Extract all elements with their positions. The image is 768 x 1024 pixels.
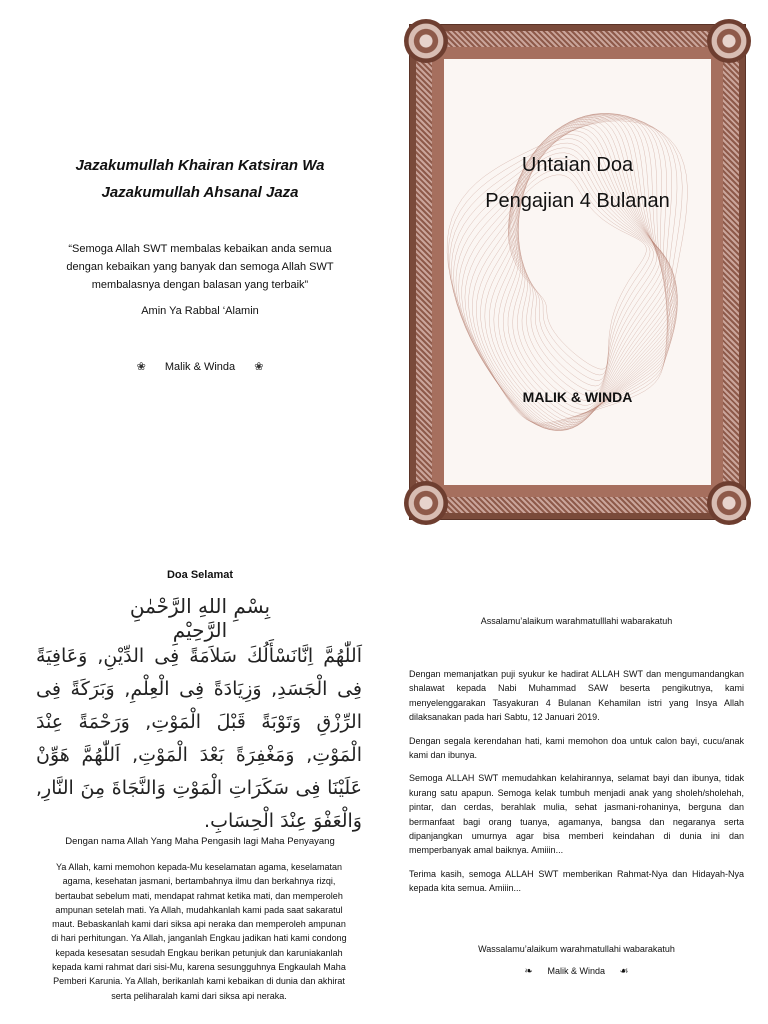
translation-line: di hari perhitungan. Ya Allah, janganlah Engkau jadikan hati kami condong	[51, 933, 347, 944]
thanks-quote-line1: “Semoga Allah SWT membalas kebaikan anda semua	[68, 243, 332, 255]
translation-line: maut. Bebaskanlah kami dari siksa api neraka dan memperoleh ampunan	[52, 919, 346, 930]
corner-ornament-icon	[404, 19, 448, 63]
translation-line: ampunan setelah mati. Ya Allah, mudahkanlah kami pada saat sakaratul	[55, 904, 343, 915]
letter-signature: Malik & Winda	[547, 966, 605, 976]
cover-title-line1: Untaian Doa	[521, 154, 634, 176]
doa-subtitle: Dengan nama Allah Yang Maha Pengasih lagi Maha Penyayang	[65, 836, 335, 847]
cover	[409, 24, 746, 520]
thanks-title-line1: Jazakumullah Khairan Katsiran Wa	[75, 157, 325, 174]
translation-line: Ya Allah, kami memohon kepada-Mu keselamatan agama, keselamatan	[56, 862, 342, 872]
thanks-signature: Malik & Winda	[164, 361, 236, 373]
translation-line: serta peliharalah kami dari siksa api neraka.	[111, 990, 287, 1001]
corner-ornament-icon	[404, 481, 448, 525]
bismillah-calligraphy: بِسْمِ اللهِ الرَّحْمٰنِ الرَّحِيْمِ	[129, 594, 271, 642]
floral-ornament-icon: ❧	[524, 966, 533, 977]
letter-paragraph: Dengan segala kerendahan hati, kami memohon doa untuk calon bayi, cucu/anak kami dan ibunya.	[409, 735, 744, 761]
thanks-quote	[40, 240, 360, 294]
guilloche-pattern	[444, 59, 711, 485]
cover-paper	[444, 59, 711, 485]
letter-closing: Wassalamu’alaikum warahmatullahi wabarakatuh	[478, 944, 675, 954]
cover-title	[444, 147, 711, 219]
letter-paragraph: Semoga ALLAH SWT memudahkan kelahirannya, selamat bayi dan ibunya, tidak kurang satu apapun. Semoga kelak tumbuh menjadi anak yang sholeh/sholehah, pintar, dan cerdas, berahlak mulia, sehat jasmani-rohaninya, berguna dan bermanfaat bagi orang tuanya, agamanya, bangsa dan negaranya serta dipanjangkan umurnya agar bisa memberi keindahan di dunia ini dan memperbanyak amal baiknya. Amiiin...	[409, 773, 744, 856]
doa-translation	[36, 860, 362, 1003]
floral-ornament-icon: ☙	[619, 966, 629, 977]
letter-signature-row	[409, 966, 744, 977]
doa-title: Doa Selamat	[166, 569, 234, 581]
translation-line: agama, kesehatan jasmani, bertambahnya ilmu dan berkahnya rizqi,	[62, 876, 336, 887]
letter-body	[409, 667, 744, 905]
cover-title-line2: Pengajian 4 Bulanan	[485, 190, 670, 212]
letter-greeting: Assalamu’alaikum warahmatulllahi wabarakatuh	[480, 616, 673, 626]
thanks-signature-row	[40, 360, 360, 373]
corner-ornament-icon	[707, 481, 751, 525]
floral-ornament-icon: ❀	[254, 361, 264, 373]
arabic-prayer-text: اَللّٰهُمَّ اِنَّانَسْأَلُكَ سَلاَمَةً فِى الدِّيْنِ, وَعَافِيَةً فِى الْجَسَدِ, وَزِيَادَةً فِى الْعِلْمِ, وَبَرَكَةً فِى الرِّزْقِ وَتَوْبَةً قَبْلَ الْمَوْتِ, وَرَحْمَةً عِنْدَ الْمَوْتِ, وَمَغْفِرَةً بَعْدَ الْمَوْتِ, اَللّٰهُمَّ هَوِّنْ عَلَيْنَا فِى سَكَرَاتِ الْمَوْتِ وَالنَّجَاةَ مِنَ النَّارِ, وَالْعَفْوَ عِنْدَ الْحِسَابِ.	[36, 645, 362, 832]
thanks-title	[40, 152, 360, 206]
letter-paragraph: Dengan memanjatkan puji syukur ke hadirat ALLAH SWT dan mengumandangkan shalawat kepada Nabi Muhammad SAW beserta pengikutnya, kami menyelenggarakan Tasyakuran 4 Bulanan Kehamilan istri yang Insya Allah dilaksanakan pada hari Sabtu, 12 Januari 2019.	[409, 669, 744, 723]
translation-line: bertaubat sebelum mati, mendapat rahmat ketika mati, dan memperoleh	[55, 890, 343, 901]
thanks-amin: Amin Ya Rabbal ‘Alamin	[141, 305, 259, 317]
translation-line: Pemberi Karunia. Ya Allah, berikanlah kami kebaikan di dunia dan akhirat	[53, 976, 345, 987]
cover-authors: MALIK & WINDA	[522, 389, 633, 405]
thanks-title-line2: Jazakumullah Ahsanal Jaza	[101, 184, 299, 201]
translation-line: kepada kesesatan sesudah Engkau berikan petunjuk dan karuniakanlah	[55, 947, 343, 958]
floral-ornament-icon: ❀	[136, 361, 146, 373]
thanks-quote-line2: dengan kebaikan yang banyak dan semoga Allah SWT	[66, 261, 334, 273]
translation-line: kepada kami rahmat dari sisi-Mu, karena sesungguhnya Engkaulah Maha	[52, 962, 346, 973]
letter-paragraph: Terima kasih, semoga ALLAH SWT memberikan Rahmat-Nya dan Hidayah-Nya kepada kita semua. Amiiin...	[409, 868, 744, 894]
thanks-quote-line3: membalasnya dengan balasan yang terbaik”	[91, 279, 309, 291]
corner-ornament-icon	[707, 19, 751, 63]
